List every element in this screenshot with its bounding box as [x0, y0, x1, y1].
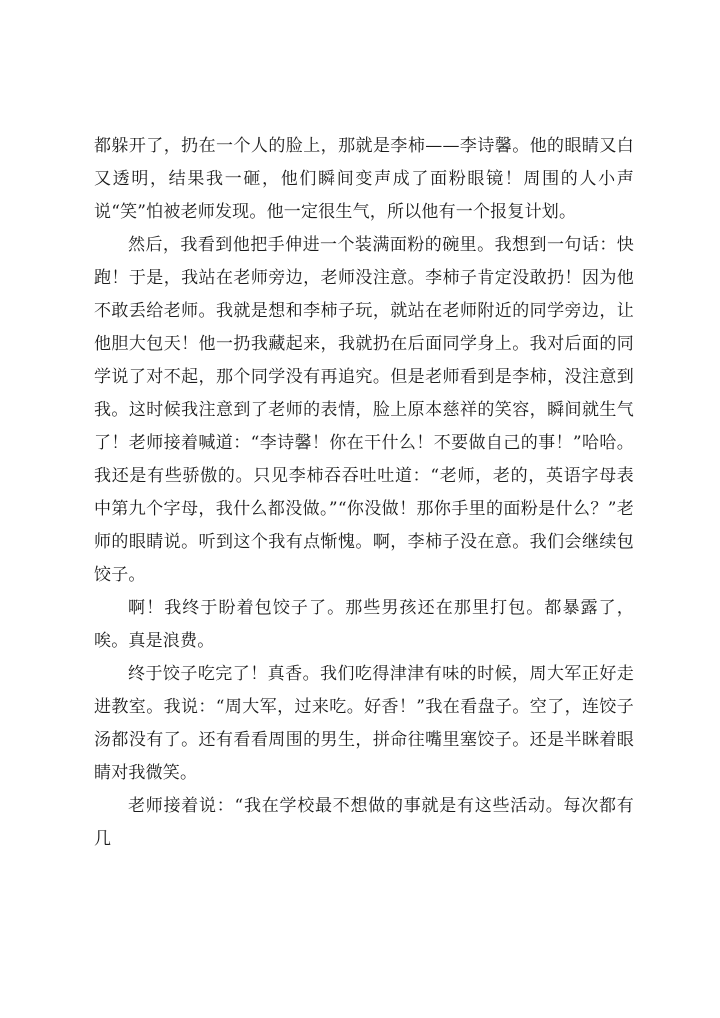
- paragraph-3: 啊！我终于盼着包饺子了。那些男孩还在那里打包。都暴露了，唉。真是浪费。: [94, 598, 634, 651]
- paragraph-1: 都躲开了，扔在一个人的脸上，那就是李柿——李诗馨。他的眼睛又白又透明，结果我一砸，他们瞬间变声成了面粉眼镜！周围的人小声说“笑”怕被老师发现。他一定很生气，所以他有一个报复计划。: [94, 136, 634, 222]
- paragraph-4: 终于饺子吃完了！真香。我们吃得津津有味的时候，周大军正好走进教室。我说：“周大军，过来吃。好香！”我在看盘子。空了，连饺子汤都没有了。还有看看周围的男生，拼命往嘴里塞饺子。还是半眯着眼睛对我微笑。: [94, 664, 634, 783]
- paragraph-2: 然后，我看到他把手伸进一个装满面粉的碗里。我想到一句话：快跑！于是，我站在老师旁边，老师没注意。李柿子肯定没敢扔！因为他不敢丢给老师。我就是想和李柿子玩，就站在老师附近的同学旁边，让他胆大包天！他一扔我藏起来，我就扔在后面同学身上。我对后面的同学说了对不起，那个同学没有再追究。但是老师看到是李柿，没注意到我。这时候我注意到了老师的表情，脸上原本慈祥的笑容，瞬间就生气了！老师接着喊道：“李诗馨！你在干什么！不要做自己的事！”哈哈。我还是有些骄傲的。只见李柿吞吞吐吐道：“老师，老的，英语字母表中第九个字母，我什么都没做。”“你没做！那你手里的面粉是什么？”老师的眼睛说。听到这个我有点惭愧。啊，李柿子没在意。我们会继续包饺子。: [94, 235, 634, 585]
- paragraph-5: 老师接着说：“我在学校最不想做的事就是有这些活动。每次都有几: [94, 796, 634, 849]
- body-text: [94, 130, 634, 856]
